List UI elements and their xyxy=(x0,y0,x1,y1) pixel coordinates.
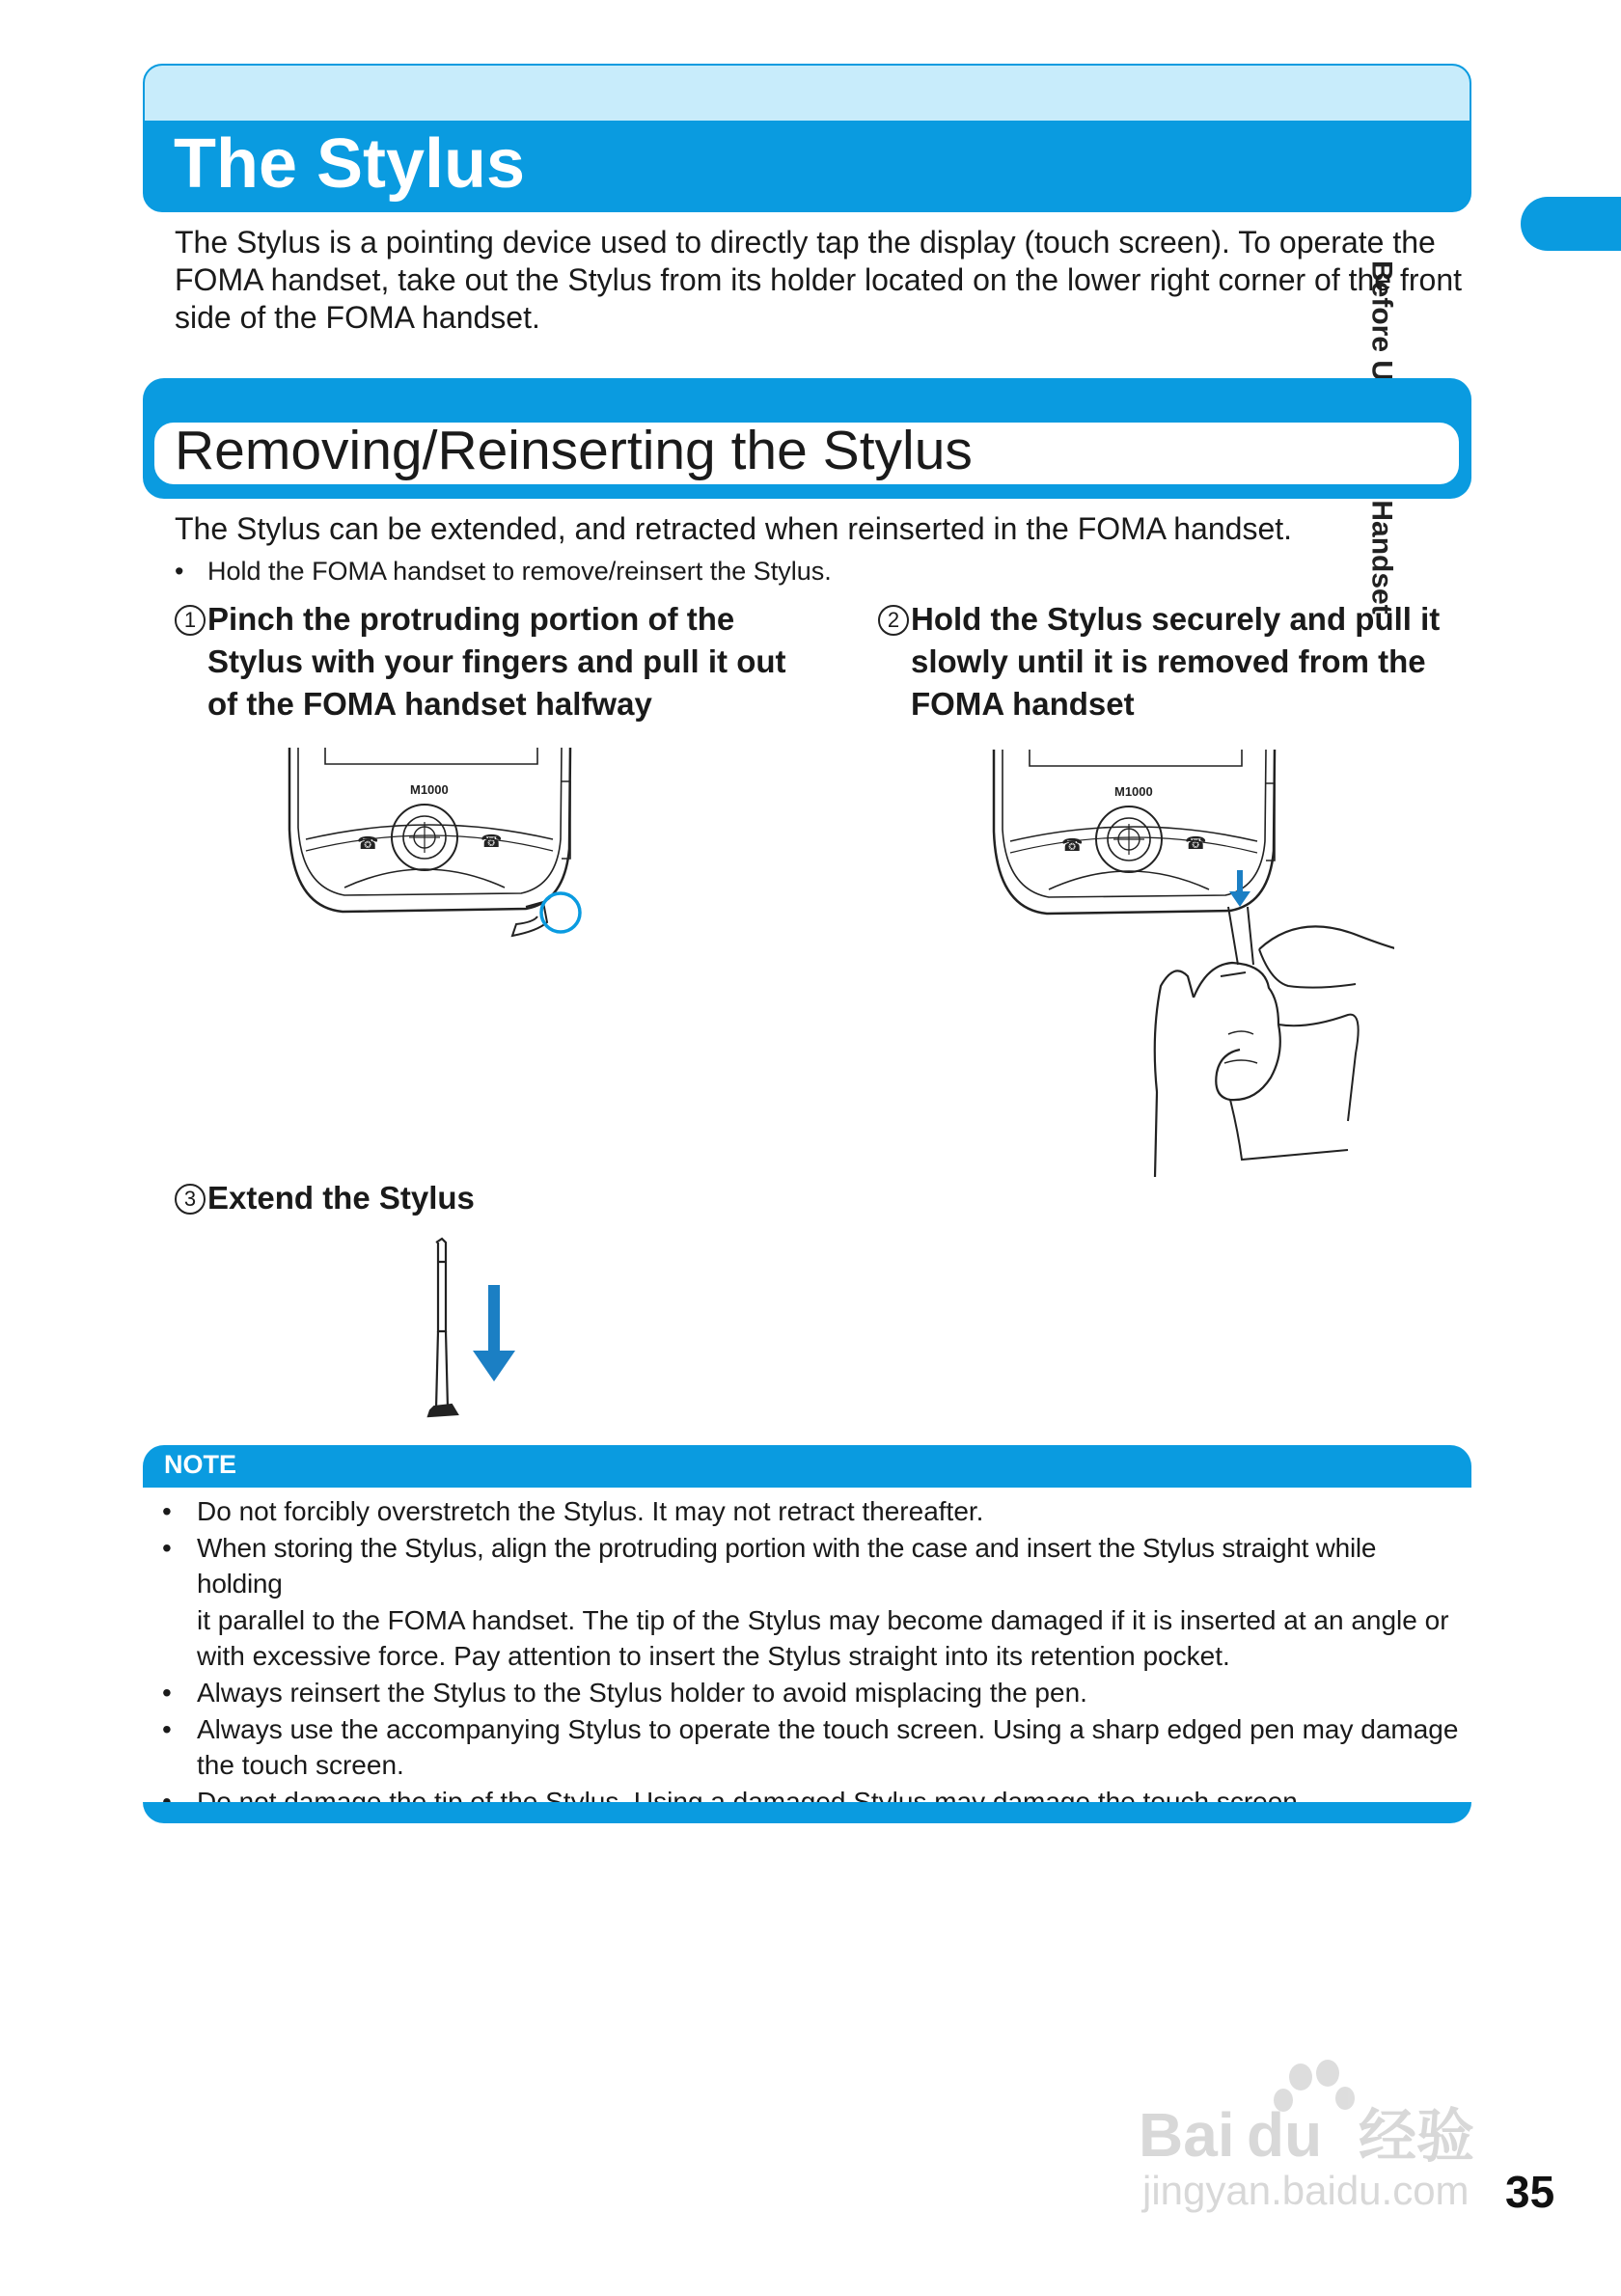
section-lead: The Stylus can be extended, and retracted when reinserted in the FOMA handset. xyxy=(175,511,1293,546)
page-number: 35 xyxy=(1505,2167,1555,2217)
step-2-line: slowly until it is removed from the xyxy=(911,643,1426,679)
intro-line: The Stylus is a pointing device used to directly tap the display (touch screen). To operate the xyxy=(175,225,1436,260)
svg-text:☎: ☎ xyxy=(1061,835,1084,855)
phone-model-label: M1000 xyxy=(1114,784,1153,799)
page-title: The Stylus xyxy=(174,125,526,203)
title-banner xyxy=(143,64,1471,212)
step-3-number: 3 xyxy=(175,1184,206,1215)
section-title: Removing/Reinserting the Stylus xyxy=(175,420,973,481)
note-item: • When storing the Stylus, align the protruding portion with the case and insert the Stylus straight while holding it parallel to the FOMA handset. The tip of the Stylus may become damaged if it is inserted at an angle or with excessive force. Pay attention to insert the Stylus straight into its retention pocket. xyxy=(154,1530,1467,1675)
step-2-number: 2 xyxy=(878,605,909,636)
baidu-watermark xyxy=(1139,2060,1515,2214)
step-2-line: Hold the Stylus securely and pull it xyxy=(911,601,1441,637)
extend-arrow-icon xyxy=(473,1285,515,1381)
step-1-line: of the FOMA handset halfway xyxy=(207,686,652,722)
chapter-tab xyxy=(1521,197,1621,251)
note-label: NOTE xyxy=(164,1450,237,1479)
intro-line: FOMA handset, take out the Stylus from its holder located on the lower right corner of the front xyxy=(175,262,1463,297)
note-item: • Always reinsert the Stylus to the Stylus holder to avoid misplacing the pen. xyxy=(154,1675,1467,1711)
pull-arrow-icon xyxy=(1229,870,1250,907)
step-1-line: Stylus with your fingers and pull it out xyxy=(207,643,786,679)
stylus-illustration xyxy=(415,1235,531,1428)
svg-text:☎: ☎ xyxy=(481,832,503,851)
watermark-brand: Bai xyxy=(1139,2100,1235,2170)
watermark-brand2: du xyxy=(1247,2100,1323,2170)
step-3-line: Extend the Stylus xyxy=(207,1180,475,1216)
watermark-url: jingyan.baidu.com xyxy=(1142,2168,1470,2213)
step-1-line: Pinch the protruding portion of the xyxy=(207,601,735,637)
note-header xyxy=(143,1445,1471,1488)
intro-paragraph xyxy=(175,224,1468,337)
step-1-number: 1 xyxy=(175,605,206,636)
section-bullet-text: Hold the FOMA handset to remove/reinsert the Stylus. xyxy=(207,557,832,586)
phone-model-label: M1000 xyxy=(410,782,449,797)
step-2-line: FOMA handset xyxy=(911,686,1135,722)
note-list xyxy=(154,1493,1467,1819)
handset-illustration-1 xyxy=(285,743,593,945)
note-item: • Do not forcibly overstretch the Stylus. It may not retract thereafter. xyxy=(154,1493,1467,1530)
handset-illustration-2 xyxy=(989,745,1394,1179)
svg-text:☎: ☎ xyxy=(357,834,379,853)
intro-line: side of the FOMA handset. xyxy=(175,300,540,335)
note-footer xyxy=(143,1802,1471,1823)
title-banner-highlight xyxy=(145,66,1470,121)
watermark-cn: 经验 xyxy=(1359,2103,1474,2171)
chapter-label-wrap xyxy=(1513,260,1571,646)
svg-text:☎: ☎ xyxy=(1185,834,1207,853)
note-item: • Always use the accompanying Stylus to operate the touch screen. Using a sharp edged pen may damage the touch screen. xyxy=(154,1711,1467,1784)
